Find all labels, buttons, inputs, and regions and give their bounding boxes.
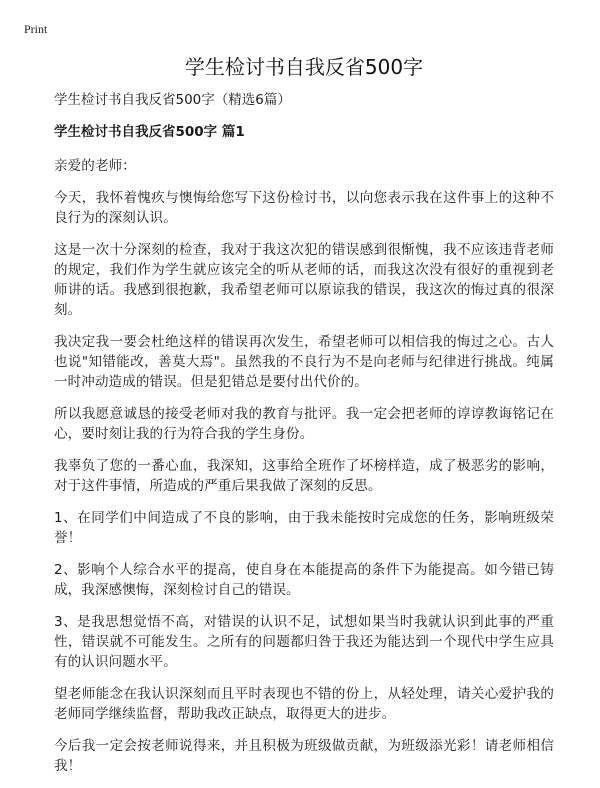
greeting: 亲爱的老师：	[54, 158, 136, 174]
paragraph-10: 今后我一定会按老师说得来，并且积极为班级做贡献，为班级添光彩！请老师相信我！	[54, 738, 554, 774]
paragraph-9: 望老师能念在我认识深刻而且平时表现也不错的份上，从轻处理，请关心爱护我的老师同学继续监督，帮助我改正缺点，取得更大的进步。	[54, 686, 554, 722]
paragraph-8: 3、是我思想觉悟不高，对错误的认识不足，试想如果当时我就认识到此事的严重性，错误就不可能发生。之所有的问题都归咎于我还为能达到一个现代中学生应具有的认识问题水平。	[54, 614, 554, 670]
paragraph-2: 这是一次十分深刻的检查，我对于我这次犯的错误感到很惭愧，我不应该违背老师的规定，我们作为学生就应该完全的听从老师的话，而我这次没有很好的重视到老师讲的话。我感到很抱歉，我希望老师可以原谅我的错误，我这次的悔过真的很深刻。	[54, 242, 554, 318]
document-subtitle: 学生检讨书自我反省500字（精选6篇）	[54, 92, 291, 108]
paragraph-5: 我辜负了您的一番心血，我深知，这事给全班作了坏榜样造，成了极恶劣的影响，对于这件事情，所造成的严重后果我做了深刻的反思。	[54, 458, 554, 494]
print-link[interactable]: Print	[24, 22, 48, 36]
paragraph-1: 今天，我怀着愧疚与懊悔给您写下这份检讨书，以向您表示我在这件事上的这种不良行为的深刻认识。	[54, 190, 554, 226]
paragraph-4: 所以我愿意诚恳的接受老师对我的教育与批评。我一定会把老师的谆谆教诲铭记在心，要时刻让我的行为符合我的学生身份。	[54, 406, 554, 442]
paragraph-7: 2、影响个人综合水平的提高，使自身在本能提高的条件下为能提高。如今错已铸成，我深感懊悔，深刻检讨自己的错误。	[54, 562, 554, 598]
paragraph-3: 我决定我一要会杜绝这样的错误再次发生，希望老师可以相信我的悔过之心。古人也说"知错能改，善莫大焉"。虽然我的不良行为不是向老师与纪律进行挑战。纯属一时冲动造成的错误。但是犯错总是要付出代价的。	[54, 334, 554, 390]
document-body	[54, 52, 554, 788]
section-heading: 学生检讨书自我反省500字 篇1	[54, 124, 245, 140]
document-title: 学生检讨书自我反省500字	[184, 55, 424, 79]
paragraph-6: 1、在同学们中间造成了不良的影响，由于我未能按时完成您的任务，影响班级荣誉！	[54, 510, 554, 546]
